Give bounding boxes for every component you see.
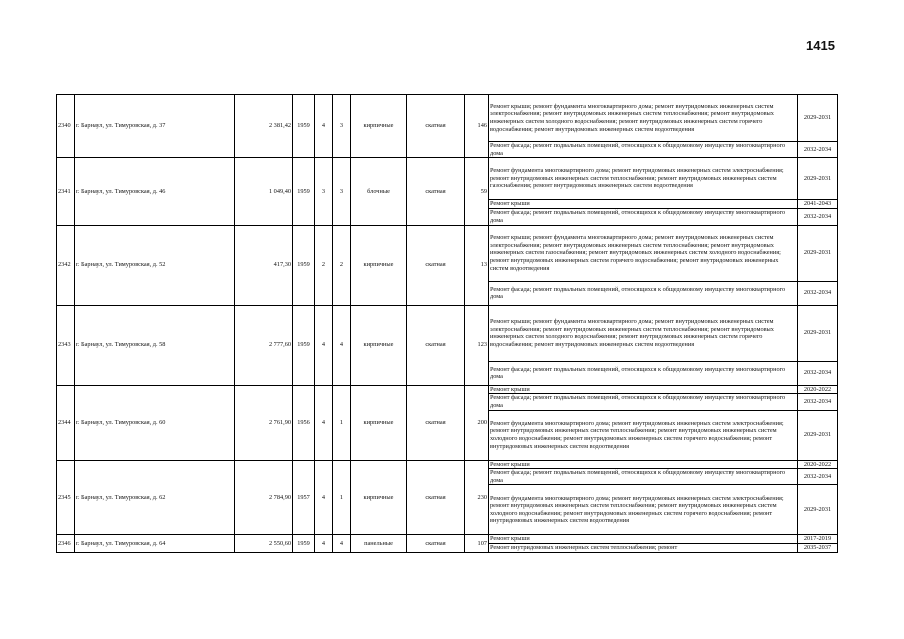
work-description: Ремонт фасада; ремонт подвальных помещений, относящихся к общедомовому имуществу многоквартирного дома bbox=[489, 469, 798, 485]
work-period: 2029-2031 bbox=[798, 225, 838, 281]
record-year: 1959 bbox=[293, 158, 315, 226]
work-period: 2029-2031 bbox=[798, 410, 838, 460]
record-year: 1959 bbox=[293, 95, 315, 158]
record-wall-material: кирпичные bbox=[351, 225, 407, 305]
record-wall-material: блочные bbox=[351, 158, 407, 226]
record-roof-type: скатная bbox=[407, 385, 465, 460]
work-description: Ремонт фасада; ремонт подвальных помещений, относящихся к общедомовому имуществу многоквартирного дома bbox=[489, 208, 798, 225]
record-number: 2344 bbox=[57, 385, 75, 460]
record-residents: 107 bbox=[465, 535, 489, 553]
work-description: Ремонт фундамента многоквартирного дома; ремонт внутридомовых инженерных систем электроснабжения; ремонт внутридомовых инженерных систем теплоснабжения; ремонт внутридомовых инженерных систем холодного водоснабжения; ремонт внутридомовых инженерных систем горячего водоснабжения; ремонт внутридомовых инженерных систем водоотведения bbox=[489, 485, 798, 535]
work-description: Ремонт крыши bbox=[489, 535, 798, 544]
record-address: г. Барнаул, ул. Тимуровская, д. 46 bbox=[75, 158, 235, 226]
record-address: г. Барнаул, ул. Тимуровская, д. 52 bbox=[75, 225, 235, 305]
record-entrances: 4 bbox=[333, 305, 351, 385]
work-description: Ремонт фундамента многоквартирного дома; ремонт внутридомовых инженерных систем электроснабжения; ремонт внутридомовых инженерных систем теплоснабжения; ремонт внутридомовых инженерных систем холодного водоснабжения; ремонт внутридомовых инженерных систем горячего водоснабжения; ремонт внутридомовых инженерных систем водоотведения bbox=[489, 410, 798, 460]
work-description: Ремонт фасада; ремонт подвальных помещений, относящихся к общедомовому имуществу многоквартирного дома bbox=[489, 394, 798, 410]
work-description: Ремонт фасада; ремонт подвальных помещений, относящихся к общедомовому имуществу многоквартирного дома bbox=[489, 281, 798, 305]
record-area: 2 381,42 bbox=[235, 95, 293, 158]
record-entrances: 3 bbox=[333, 95, 351, 158]
work-period: 2032-2034 bbox=[798, 208, 838, 225]
table-row bbox=[57, 385, 838, 394]
work-period: 2041-2043 bbox=[798, 200, 838, 209]
record-residents: 59 bbox=[465, 158, 489, 226]
record-area: 1 049,40 bbox=[235, 158, 293, 226]
record-area: 2 761,90 bbox=[235, 385, 293, 460]
record-area: 417,30 bbox=[235, 225, 293, 305]
record-roof-type: скатная bbox=[407, 158, 465, 226]
record-roof-type: скатная bbox=[407, 225, 465, 305]
work-period: 2020-2022 bbox=[798, 385, 838, 394]
record-year: 1956 bbox=[293, 385, 315, 460]
record-address: г. Барнаул, ул. Тимуровская, д. 60 bbox=[75, 385, 235, 460]
record-number: 2340 bbox=[57, 95, 75, 158]
record-wall-material: кирпичные bbox=[351, 305, 407, 385]
work-period: 2032-2034 bbox=[798, 469, 838, 485]
record-residents: 123 bbox=[465, 305, 489, 385]
record-floors: 2 bbox=[315, 225, 333, 305]
record-entrances: 4 bbox=[333, 535, 351, 553]
record-entrances: 1 bbox=[333, 385, 351, 460]
record-area: 2 550,60 bbox=[235, 535, 293, 553]
record-address: г. Барнаул, ул. Тимуровская, д. 62 bbox=[75, 460, 235, 535]
work-description: Ремонт крыши; ремонт фундамента многоквартирного дома; ремонт внутридомовых инженерных систем электроснабжения; ремонт внутридомовых инженерных систем теплоснабжения; ремонт внутридомовых инженерных систем газоснабжения; ремонт внутридомовых инженерных систем холодного водоснабжения; ремонт внутридомовых инженерных систем горячего водоснабжения; ремонт внутридомовых инженерных систем водоотведения bbox=[489, 225, 798, 281]
table-row bbox=[57, 305, 838, 361]
work-description: Ремонт фасада; ремонт подвальных помещений, относящихся к общедомовому имуществу многоквартирного дома bbox=[489, 142, 798, 158]
table-row bbox=[57, 225, 838, 281]
record-number: 2342 bbox=[57, 225, 75, 305]
work-description: Ремонт крыши bbox=[489, 460, 798, 469]
record-number: 2341 bbox=[57, 158, 75, 226]
work-period: 2032-2034 bbox=[798, 394, 838, 410]
work-description: Ремонт внутридомовых инженерных систем теплоснабжения; ремонт bbox=[489, 543, 798, 552]
record-floors: 4 bbox=[315, 385, 333, 460]
record-number: 2343 bbox=[57, 305, 75, 385]
record-area: 2 784,90 bbox=[235, 460, 293, 535]
record-wall-material: панельные bbox=[351, 535, 407, 553]
work-period: 2020-2022 bbox=[798, 460, 838, 469]
record-floors: 4 bbox=[315, 305, 333, 385]
record-entrances: 1 bbox=[333, 460, 351, 535]
work-period: 2029-2031 bbox=[798, 95, 838, 142]
record-roof-type: скатная bbox=[407, 305, 465, 385]
work-description: Ремонт крыши bbox=[489, 200, 798, 209]
record-number: 2346 bbox=[57, 535, 75, 553]
record-residents: 230 bbox=[465, 460, 489, 535]
record-year: 1959 bbox=[293, 225, 315, 305]
record-floors: 4 bbox=[315, 95, 333, 158]
record-residents: 200 bbox=[465, 385, 489, 460]
record-area: 2 777,60 bbox=[235, 305, 293, 385]
work-description: Ремонт фундамента многоквартирного дома; ремонт внутридомовых инженерных систем электроснабжения; ремонт внутридомовых инженерных систем теплоснабжения; ремонт внутридомовых инженерных систем газоснабжения; ремонт внутридомовых инженерных систем водоотведения bbox=[489, 158, 798, 200]
page-number: 1415 bbox=[806, 38, 835, 53]
record-wall-material: кирпичные bbox=[351, 385, 407, 460]
record-floors: 4 bbox=[315, 460, 333, 535]
record-roof-type: скатная bbox=[407, 95, 465, 158]
record-wall-material: кирпичные bbox=[351, 460, 407, 535]
work-period: 2017-2019 bbox=[798, 535, 838, 544]
record-year: 1959 bbox=[293, 305, 315, 385]
record-floors: 4 bbox=[315, 535, 333, 553]
record-residents: 146 bbox=[465, 95, 489, 158]
record-wall-material: кирпичные bbox=[351, 95, 407, 158]
table-row bbox=[57, 158, 838, 200]
work-period: 2035-2037 bbox=[798, 543, 838, 552]
record-address: г. Барнаул, ул. Тимуровская, д. 64 bbox=[75, 535, 235, 553]
work-period: 2029-2031 bbox=[798, 305, 838, 361]
work-period: 2029-2031 bbox=[798, 485, 838, 535]
work-period: 2032-2034 bbox=[798, 281, 838, 305]
record-address: г. Барнаул, ул. Тимуровская, д. 37 bbox=[75, 95, 235, 158]
work-description: Ремонт крыши bbox=[489, 385, 798, 394]
record-roof-type: скатная bbox=[407, 460, 465, 535]
record-roof-type: скатная bbox=[407, 535, 465, 553]
record-address: г. Барнаул, ул. Тимуровская, д. 58 bbox=[75, 305, 235, 385]
table-body bbox=[57, 95, 838, 553]
record-year: 1959 bbox=[293, 535, 315, 553]
table-row bbox=[57, 535, 838, 544]
work-period: 2032-2034 bbox=[798, 142, 838, 158]
work-description: Ремонт крыши; ремонт фундамента многоквартирного дома; ремонт внутридомовых инженерных систем электроснабжения; ремонт внутридомовых инженерных систем теплоснабжения; ремонт внутридомовых инженерных систем холодного водоснабжения; ремонт внутридомовых инженерных систем горячего водоснабжения; ремонт внутридомовых инженерных систем водоотведения bbox=[489, 95, 798, 142]
record-year: 1957 bbox=[293, 460, 315, 535]
work-period: 2029-2031 bbox=[798, 158, 838, 200]
record-number: 2345 bbox=[57, 460, 75, 535]
work-description: Ремонт фасада; ремонт подвальных помещений, относящихся к общедомовому имуществу многоквартирного дома bbox=[489, 361, 798, 385]
work-description: Ремонт крыши; ремонт фундамента многоквартирного дома; ремонт внутридомовых инженерных систем электроснабжения; ремонт внутридомовых инженерных систем теплоснабжения; ремонт внутридомовых инженерных систем холодного водоснабжения; ремонт внутридомовых инженерных систем горячего водоснабжения; ремонт внутридомовых инженерных систем водоотведения bbox=[489, 305, 798, 361]
capital-repair-table bbox=[56, 94, 838, 553]
table-row bbox=[57, 460, 838, 469]
table-row bbox=[57, 95, 838, 142]
record-residents: 13 bbox=[465, 225, 489, 305]
record-entrances: 2 bbox=[333, 225, 351, 305]
record-floors: 3 bbox=[315, 158, 333, 226]
record-entrances: 3 bbox=[333, 158, 351, 226]
work-period: 2032-2034 bbox=[798, 361, 838, 385]
